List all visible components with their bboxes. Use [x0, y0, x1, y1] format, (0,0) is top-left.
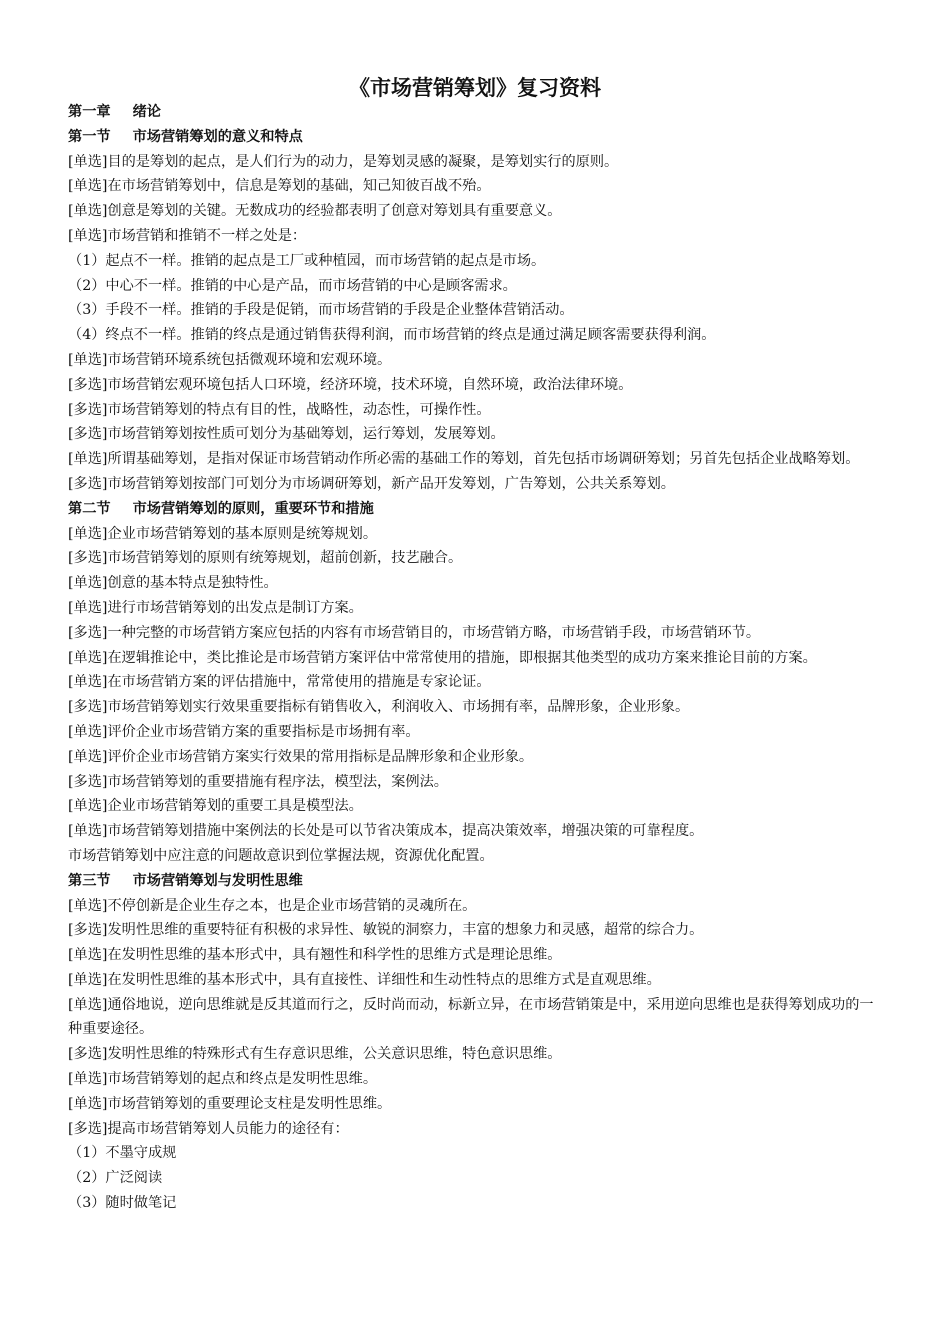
paragraph: [多选]市场营销筹划按部门可划分为市场调研筹划，新产品开发筹划，广告筹划，公共关系筹划。: [68, 475, 675, 492]
list-item: （4）终点不一样。推销的终点是通过销售获得利润，而市场营销的终点是通过满足顾客需要获得利润。: [68, 327, 716, 344]
paragraph: [多选]市场营销筹划的特点有目的性，战略性，动态性，可操作性。: [68, 401, 491, 418]
paragraph: [多选]市场营销筹划按性质可划分为基础筹划，运行筹划，发展筹划。: [68, 426, 505, 443]
paragraph: [多选]提高市场营销筹划人员能力的途径有：: [68, 1120, 349, 1137]
document-body: [68, 100, 886, 1216]
paragraph: [单选]市场营销筹划的重要理论支柱是发明性思维。: [68, 1095, 392, 1112]
paragraph: [单选]通俗地说，逆向思维就是反其道而行之，反时尚而动，标新立异，在市场营销策是中，采用逆向思维也是获得筹划成功的一种重要途径。: [68, 996, 874, 1038]
list-item: （2）广泛阅读: [68, 1170, 163, 1187]
paragraph: [单选]所谓基础筹划，是指对保证市场营销动作所必需的基础工作的筹划，首先包括市场调研筹划；另首先包括企业战略筹划。: [68, 451, 860, 468]
chapter-heading: [68, 100, 886, 125]
section-number: 第一节: [68, 128, 111, 145]
paragraph: [单选]企业市场营销筹划的重要工具是模型法。: [68, 798, 363, 815]
paragraph: [单选]市场营销环境系统包括微观环境和宏观环境。: [68, 351, 392, 368]
list-item: （3）随时做笔记: [68, 1195, 177, 1212]
section-heading: [68, 497, 886, 522]
list-item: （1）起点不一样。推销的起点是工厂或种植园，而市场营销的起点是市场。: [68, 252, 546, 269]
paragraph: [单选]在市场营销筹划中，信息是筹划的基础，知己知彼百战不殆。: [68, 178, 491, 195]
paragraph: [单选]在逻辑推论中，类比推论是市场营销方案评估中常常使用的措施，即根据其他类型的成功方案来推论目前的方案。: [68, 649, 817, 666]
paragraph: [单选]企业市场营销筹划的基本原则是统筹规划。: [68, 525, 378, 542]
paragraph: [单选]目的是筹划的起点，是人们行为的动力，是筹划灵感的凝聚，是筹划实行的原则。: [68, 153, 619, 170]
paragraph: [单选]评价企业市场营销方案的重要指标是市场拥有率。: [68, 723, 420, 740]
chapter-name: 绪论: [132, 104, 161, 120]
paragraph: [单选]不停创新是企业生存之本，也是企业市场营销的灵魂所在。: [68, 897, 477, 914]
paragraph: [多选]市场营销筹划的原则有统筹规划，超前创新，技艺融合。: [68, 550, 463, 567]
paragraph: [单选]创意是筹划的关键。无数成功的经验都表明了创意对筹划具有重要意义。: [68, 203, 562, 220]
section-name: 市场营销筹划的原则，重要环节和措施: [132, 500, 374, 517]
section-heading: [68, 869, 886, 894]
chapter-number: 第一章: [68, 104, 111, 120]
paragraph: [多选]一种完整的市场营销方案应包括的内容有市场营销目的，市场营销方略，市场营销手段，市场营销环节。: [68, 624, 761, 641]
paragraph: 市场营销筹划中应注意的问题故意识到位掌握法规，资源优化配置。: [68, 847, 494, 864]
section-number: 第三节: [68, 872, 111, 889]
paragraph: [多选]市场营销宏观环境包括人口环境，经济环境，技术环境，自然环境，政治法律环境。: [68, 376, 633, 393]
paragraph: [单选]在市场营销方案的评估措施中，常常使用的措施是专家论证。: [68, 674, 491, 691]
paragraph: [单选]在发明性思维的基本形式中，具有翘性和科学性的思维方式是理论思维。: [68, 947, 562, 964]
list-item: （2）中心不一样。推销的中心是产品，而市场营销的中心是顾客需求。: [68, 277, 517, 294]
paragraph: [单选]市场营销筹划措施中案例法的长处是可以节省决策成本，提高决策效率，增强决策的可靠程度。: [68, 823, 704, 840]
paragraph: [单选]市场营销和推销不一样之处是：: [68, 227, 307, 244]
section-number: 第二节: [68, 500, 111, 517]
paragraph: [多选]发明性思维的重要特征有积极的求异性、敏锐的洞察力，丰富的想象力和灵感，超常的综合力。: [68, 922, 704, 939]
list-item: （1）不墨守成规: [68, 1145, 177, 1162]
section-name: 市场营销筹划的意义和特点: [132, 128, 303, 145]
paragraph: [单选]评价企业市场营销方案实行效果的常用指标是品牌形象和企业形象。: [68, 748, 534, 765]
list-item: （3）手段不一样。推销的手段是促销，而市场营销的手段是企业整体营销活动。: [68, 302, 574, 319]
paragraph: [单选]市场营销筹划的起点和终点是发明性思维。: [68, 1071, 378, 1088]
paragraph: [多选]市场营销筹划的重要措施有程序法，模型法，案例法。: [68, 773, 448, 790]
paragraph: [单选]创意的基本特点是独特性。: [68, 575, 278, 592]
paragraph: [单选]在发明性思维的基本形式中，具有直接性、详细性和生动性特点的思维方式是直观思维。: [68, 971, 661, 988]
paragraph: [多选]发明性思维的特殊形式有生存意识思维，公关意识思维，特色意识思维。: [68, 1046, 562, 1063]
paragraph: [单选]进行市场营销筹划的出发点是制订方案。: [68, 599, 363, 616]
section-name: 市场营销筹划与发明性思维: [132, 872, 303, 889]
document-title: 《市场营销筹划》复习资料: [349, 75, 601, 100]
paragraph: [多选]市场营销筹划实行效果重要指标有销售收入，利润收入、市场拥有率，品牌形象，企业形象。: [68, 699, 690, 716]
section-heading: [68, 125, 886, 150]
